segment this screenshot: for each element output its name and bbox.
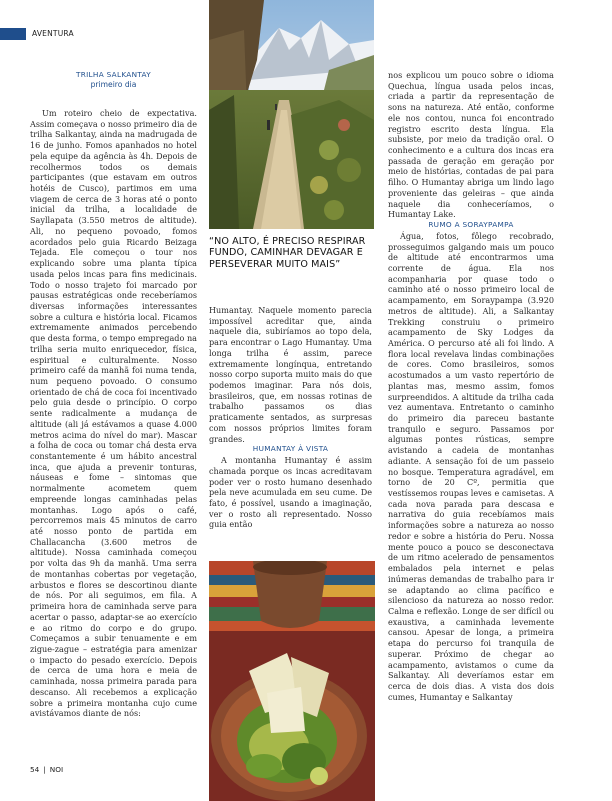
food-photo (209, 561, 375, 801)
section-tag (0, 27, 74, 40)
body-paragraph: Um roteiro cheio de expectativa. Assim começava o nosso primeiro dia de trilha Salkantay, ainda na madrugada de 16 de junho. Fomos apanhados no hotel pela equipe da agência às 4h. Depois de recolhermos todos os demais participantes (que estavam em outros hotéis de Cusco), partimos em uma viagem de cerca de 3 horas até o ponto inicial da trilha, a localidade de Sayllapata (3.550 metros de altitude). Ali, no pequeno povoado, fomos acordados pelo guia Ricardo Beizaga Tejada. Ele começou o tour nos explicando sobre uma planta típica usada pelos incas para fins medicinais. Todo o nosso trajeto foi marcado por pausas estratégicas onde receberíamos diversas informações interessantes sobre a cultura e história local. Ficamos extremamente animados percebendo que desta forma, o tempo empregado na trilha seria muito enriquecedor, física, espiritual e culturalmente. Nosso primeiro café da manhã foi numa tenda, num pequeno povoado. O consumo orientado de chá de coca foi incentivado pelo guia desde o princípio. O corpo sente radicalmente a mudança de altitude (ali já estávamos a quase 4.000 metros acima do nível do mar). Mascar a folha de coca ou tomar chá desta erva constantemente é um hábito ancestral inca, que ajuda a prevenir tonturas, náuseas e fome – sintomas que normalmente acometem quem empreende longas caminhadas pelas montanhas. Logo após o café, percorremos mais 45 minutos de carro até nosso ponto de partida em Challacancha (3.600 metros de altitude). Nossa caminhada começou por volta das 9h da manhã. Uma serra de montanhas cobertas por vegetação, arbustos e flores se descortinou diante de nós. Por ali seguimos, em fila. A primeira hora de caminhada serve para acertar o passo, adaptar-se ao exercício e ao ritmo do corpo e do grupo. Começamos a subir tenuamente e em zigue-zague – estratégia para amenizar o impacto do pesado exercício. Depois de cerca de uma hora e meia de caminhada, nossa primeira parada para descanso. Ali recebemos a explicação sobre a primeira montanha cujo cume avistávamos diante de nós: (30, 108, 197, 719)
body-paragraph: Humantay. Naquele momento parecia impossível acreditar que, ainda naquele dia, subiríamos ao topo dela, para encontrar o Lago Humantay. Uma longa trilha é assim, parece extremamente longínqua, entretando nosso corpo suporta muito mais do que podemos imaginar. Para nós dois, brasileiros, que, em nossas rotinas de trabalho passamos os dias praticamente sentados, as surpresas com nossos próprios limites foram grandes. (209, 305, 372, 444)
subheading-humantay: HUMANTAY À VISTA (252, 444, 329, 454)
pull-quote: “NO ALTO, É PRECISO RESPIRAR FUNDO, CAMINHAR DEVAGAR E PERSEVERAR MUITO MAIS” (209, 236, 366, 270)
text-column-2 (209, 305, 372, 530)
text-column-3 (388, 70, 554, 702)
article-title: TRILHA SALKANTAY (75, 70, 152, 79)
trail-photo-image (209, 0, 374, 229)
magazine-name: NOI (49, 765, 64, 774)
section-label: AVENTURA (32, 29, 74, 38)
body-paragraph: nos explicou um pouco sobre o idioma Quechua, língua usada pelos incas, criada a partir da representação de sons na natureza. Até então, conforme ele nos contou, nunca foi encontrado registro escrito desta língua. Ela subsiste, por meio da tradição oral. O conhecimento e a cultura dos incas era passada de geração em geração por meio de histórias, contadas de pai para filho. O Humantay abriga um lindo lago proveniente das geleiras – que ainda naquele dia conheceríamos, o Humantay Lake. (388, 70, 554, 220)
page-footer: 54 | NOI (30, 765, 64, 774)
article-subtitle: primeiro dia (90, 80, 137, 89)
page-number: 54 (30, 765, 40, 774)
trail-photo (209, 0, 374, 229)
section-color-bar (0, 28, 26, 40)
body-paragraph: Água, fotos, fôlego recobrado, prosseguimos galgando mais um pouco de altitude até encontrarmos uma corrente de água. Ela nos acompanharia por quase todo o caminho até o nosso primeiro local de acampamento, em Soraypampa (3.920 metros de altitude). Ali, a Salkantay Trekking construiu o primeiro acampamento de Sky Lodges da América. O percurso até ali foi lindo. A flora local revelava lindas combinações de cores. Como brasileiros, somos acostumados a um vasto repertório de plantas mas, mesmo assim, fomos surpreendidos. A altitude da trilha cada vez aumentava. Entretanto o caminho do primeiro dia pareceu bastante tranquilo e seguro. Passamos por algumas pontes rústicas, sempre avistando a cadeia de montanhas adiante. A sensação foi de um passeio no bosque. Temperatura agradável, em torno de 20 Cº, permitia que vestíssemos roupas leves e camisetas. A cada nova parada para descasa e narrativa do guia recebíamos mais informações sobre a natureza ao nosso redor e sobre a história do Peru. Nossa mente pouco a pouco se desconectava de um ritmo acelerado de pensamentos embalados pela internet e pelas inúmeras demandas de trabalho para ir se adaptando ao clima pacífico e silencioso da natureza ao nosso redor. Calma e reflexão. Longe de ser difícil ou exaustiva, a caminhada levemente cansou. Apesar de longa, a primeira etapa do percurso foi tranquila de superar. Próximo de chegar ao acampamento, avistamos o cume da Salkantay. Ali deveríamos estar em cerca de dois dias. A vista dos dois cumes, Humantay e Salkantay (388, 230, 554, 702)
food-photo-image (209, 561, 375, 801)
article-heading (30, 70, 197, 89)
body-paragraph: A montanha Humantay é assim chamada porque os incas acreditavam poder ver o rosto humano desenhado pela neve acumulada em seu cume. De fato, é possível, usando a imaginação, ver o rosto ali representado. Nosso guia então (209, 455, 372, 530)
subheading-soraypampa: RUMO A SORAYPAMPA (428, 220, 514, 230)
text-column-1 (30, 108, 197, 719)
